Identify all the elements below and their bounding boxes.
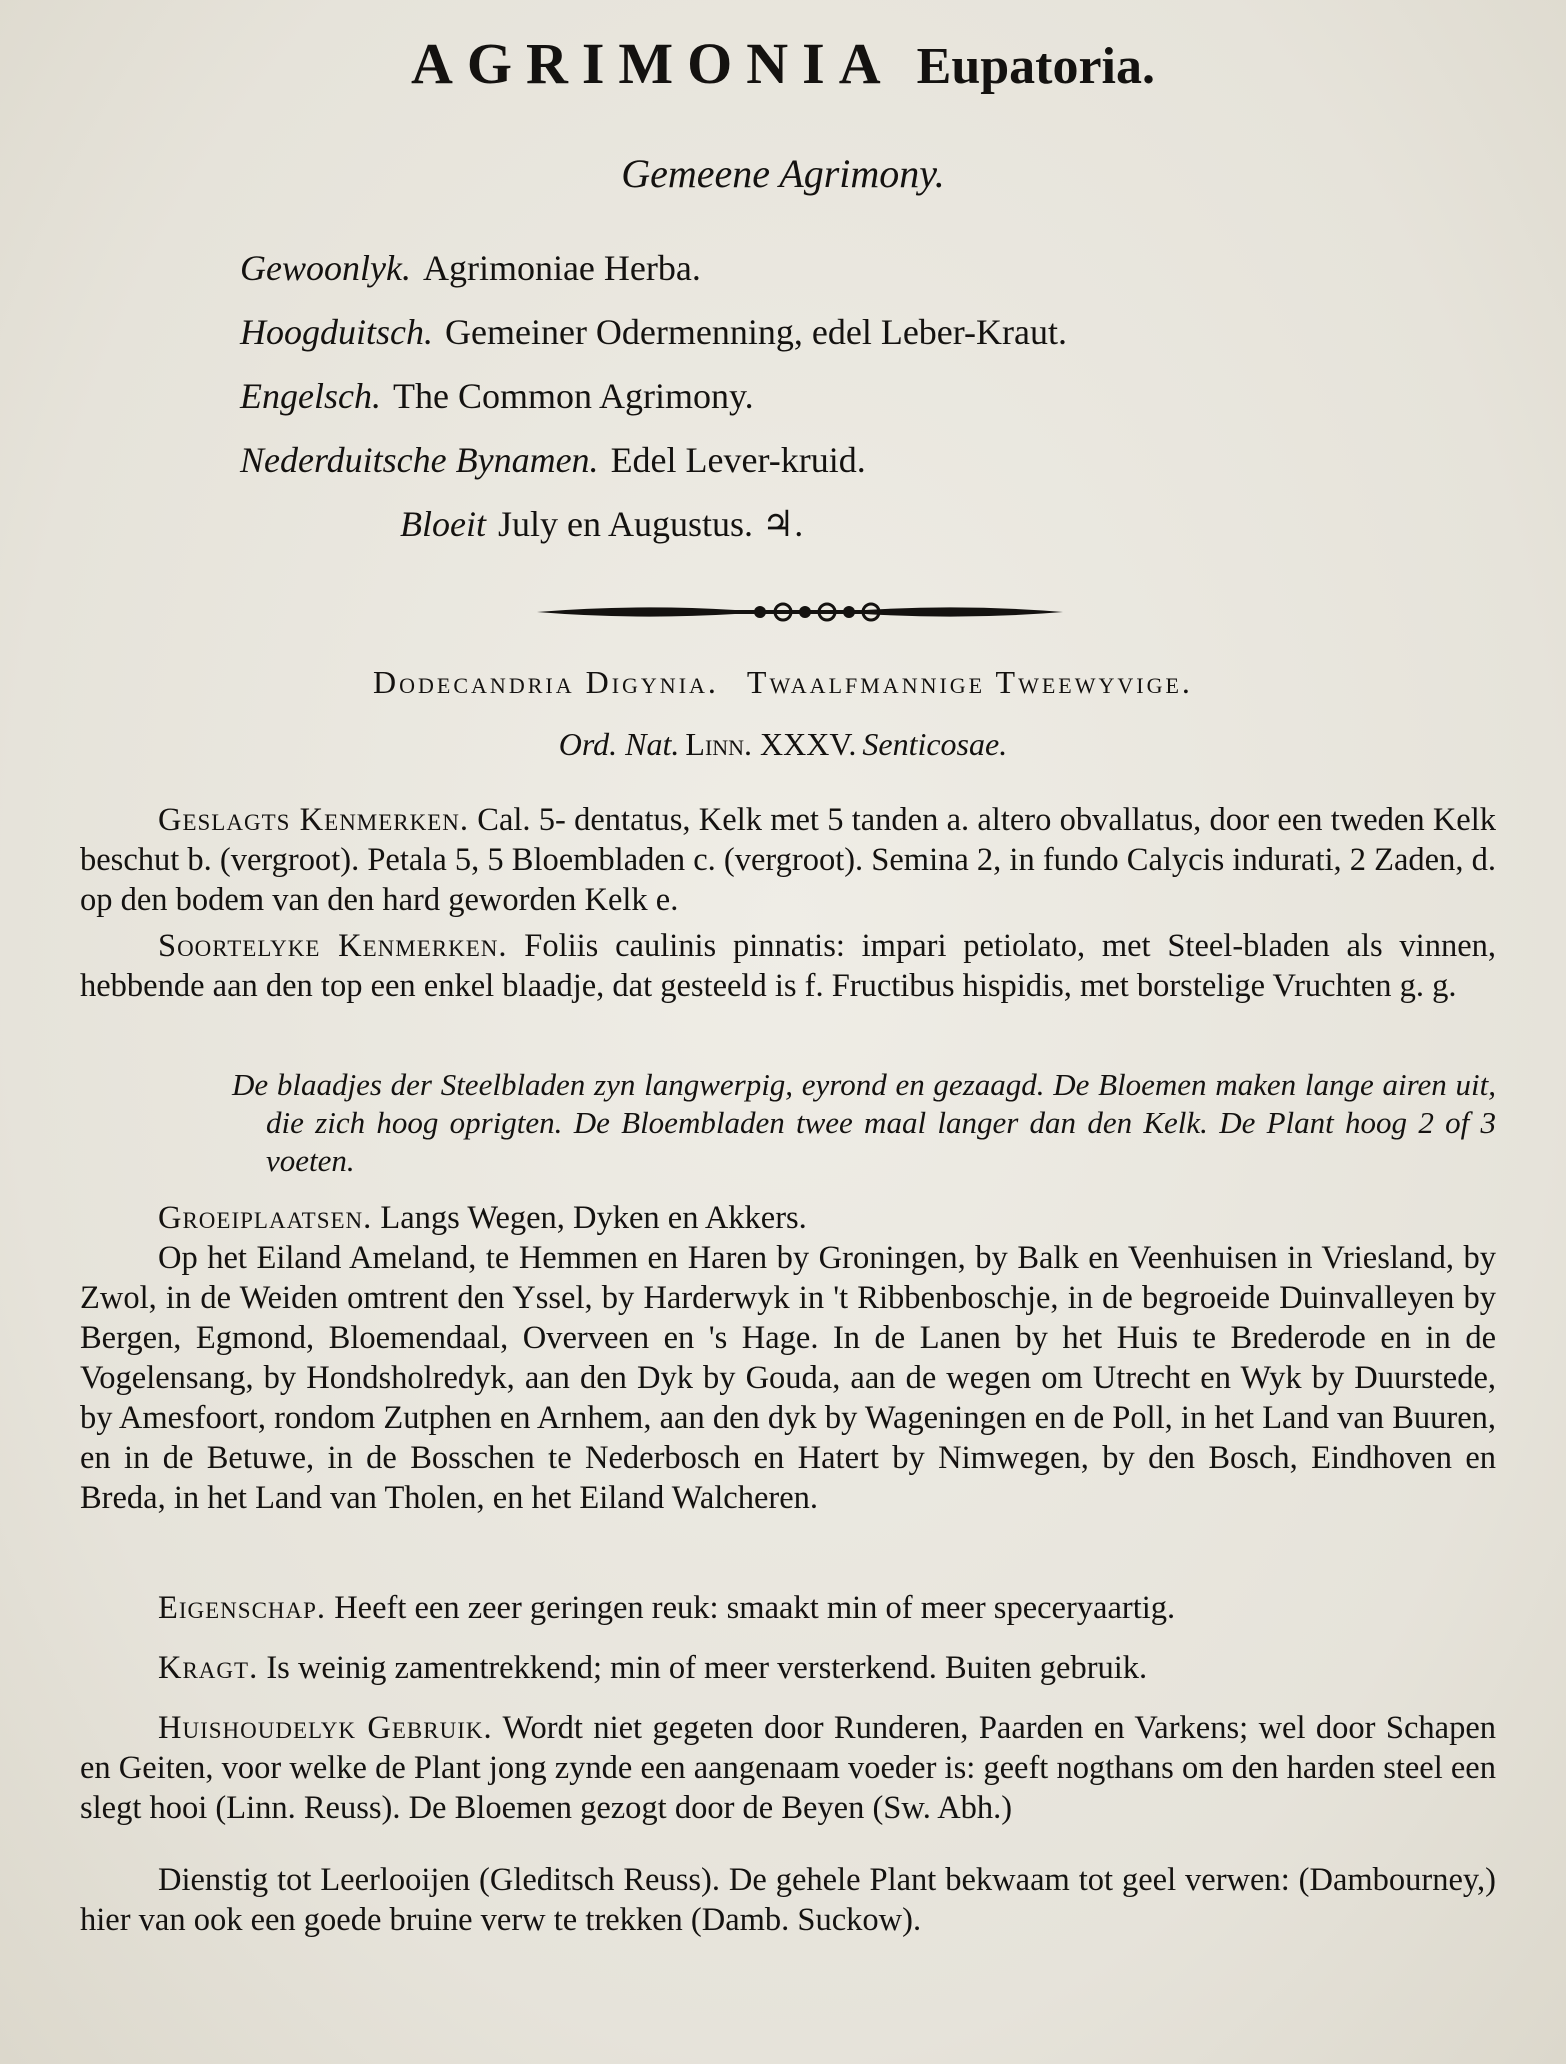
section-text: Is weinig zamentrekkend; min of meer versterkend. Buiten gebruik. [266,1650,1148,1686]
common-name: Gemeene Agrimony. [621,151,945,196]
page-title [0,30,1566,97]
section-label: Eigenschap. [158,1590,327,1626]
strength-section [80,1648,1496,1688]
locations-text: Op het Eiland Ameland, te Hemmen en Haren by Groningen, by Balk en Veenhuisen in Vriesland, by Zwol, in de Weiden omtrent den Yssel, by Harderwyk in 't Ribbenboschje, in de begroeide Duinvalleyen by Bergen, Egmond, Bloemendaal, Overveen en 's Hage. In de Lanen by het Huis te Brederode en in de Vogelensang, by Hondsholredyk, aan den Dyk by Gouda, aan de wegen om Utrecht en Wyk by Duurstede, by Amesfoort, rondom Zutphen en Arnhem, aan den dyk by Wageningen en de Poll, in het Land van Buuren, en in de Betuwe, in de Bosschen te Nederbosch en Hatert by Nimwegen, by den Bosch, Eindhoven en Breda, in het Land van Tholen, en het Eiland Walcheren. [80,1240,1496,1516]
genus-name: AGRIMONIA [410,31,895,96]
section-label: Groeiplaatsen. [158,1200,373,1236]
name-text: Edel Lever-kruid. [610,440,866,480]
plant-description [232,1066,1496,1180]
section-label: Huishoudelyk Gebruik. [158,1710,493,1746]
name-label: Gewoonlyk. [240,248,411,288]
name-text: Agrimoniae Herba. [422,248,701,288]
bloom-text: July en Augustus. ♃. [497,504,804,544]
classification-dutch: Twaalfmannige Tweewyvige. [746,664,1193,700]
name-label: Hoogduitsch. [240,312,433,352]
name-text: Gemeiner Odermenning, edel Leber-Kraut. [445,312,1068,352]
name-line [240,364,1067,428]
name-line [240,236,1067,300]
name-line [240,428,1067,492]
classification-line [0,664,1566,701]
order-linn: Linn. XXXV. [685,726,857,762]
species-characteristics [80,926,1496,1006]
name-label: Nederduitsche Bynamen. [240,440,599,480]
order-name: Senticosae. [862,726,1008,762]
classification-latin: Dodecandria Digynia. [373,664,719,700]
uses-text: Dienstig tot Leerlooijen (Gleditsch Reuss). De gehele Plant bekwaam tot geel verwen: (Dambourney,) hier van ook een goede bruine verw te trekken (Damb. Suckow). [80,1862,1496,1938]
section-text: Wordt niet gegeten door Runderen, Paarden en Varkens; wel door Schapen en Geiten, voor welke de Plant jong zynde een aangenaam voeder is: geeft nogthans om den harden steel een slegt hooi (Linn. Reuss). De Bloemen gezogt door de Beyen (Sw. Abh.) [80,1710,1496,1826]
vernacular-names [240,236,1067,556]
section-label: Kragt. [158,1650,259,1686]
uses-section [80,1860,1496,1940]
order-prefix: Ord. Nat. [558,726,680,762]
bloom-line [240,492,1067,556]
habitat-section [80,1198,1496,1518]
section-label: Geslagts Kenmerken. [158,802,470,838]
section-text: Langs Wegen, Dyken en Akkers. [380,1200,807,1236]
name-line [240,300,1067,364]
household-use-section [80,1708,1496,1828]
section-label: Soortelyke Kenmerken. [158,928,508,964]
section-text: Heeft een zeer geringen reuk: smaakt min of meer speceryaartig. [334,1590,1176,1626]
property-section [80,1588,1496,1628]
name-text: The Common Agrimony. [392,376,754,416]
description-text: De blaadjes der Steelbladen zyn langwerpig, eyrond en gezaagd. De Bloemen maken lange airen uit, die zich hoog oprigten. De Bloembladen twee maal langer dan den Kelk. De Plant hoog 2 of 3 voeten. [232,1067,1496,1178]
order-line [0,726,1566,763]
bloom-label: Bloeit [400,504,486,544]
ornament-divider [535,592,1065,632]
section-text: Foliis caulinis pinnatis: impari petiolato, met Steel-bladen als vinnen, hebbende aan den top een enkel blaadje, dat gesteeld is f. Fructibus hispidis, met borstelige Vruchten g. g. [80,928,1496,1004]
genus-characteristics [80,800,1496,920]
name-label: Engelsch. [240,376,381,416]
species-name: Eupatoria. [916,38,1156,95]
section-text: Cal. 5- dentatus, Kelk met 5 tanden a. altero obvallatus, door een tweden Kelk beschut b. (vergroot). Petala 5, 5 Bloembladen c. (vergroot). Semina 2, in fundo Calycis indurati, 2 Zaden, d. op den bodem van den hard geworden Kelk e. [80,802,1496,918]
